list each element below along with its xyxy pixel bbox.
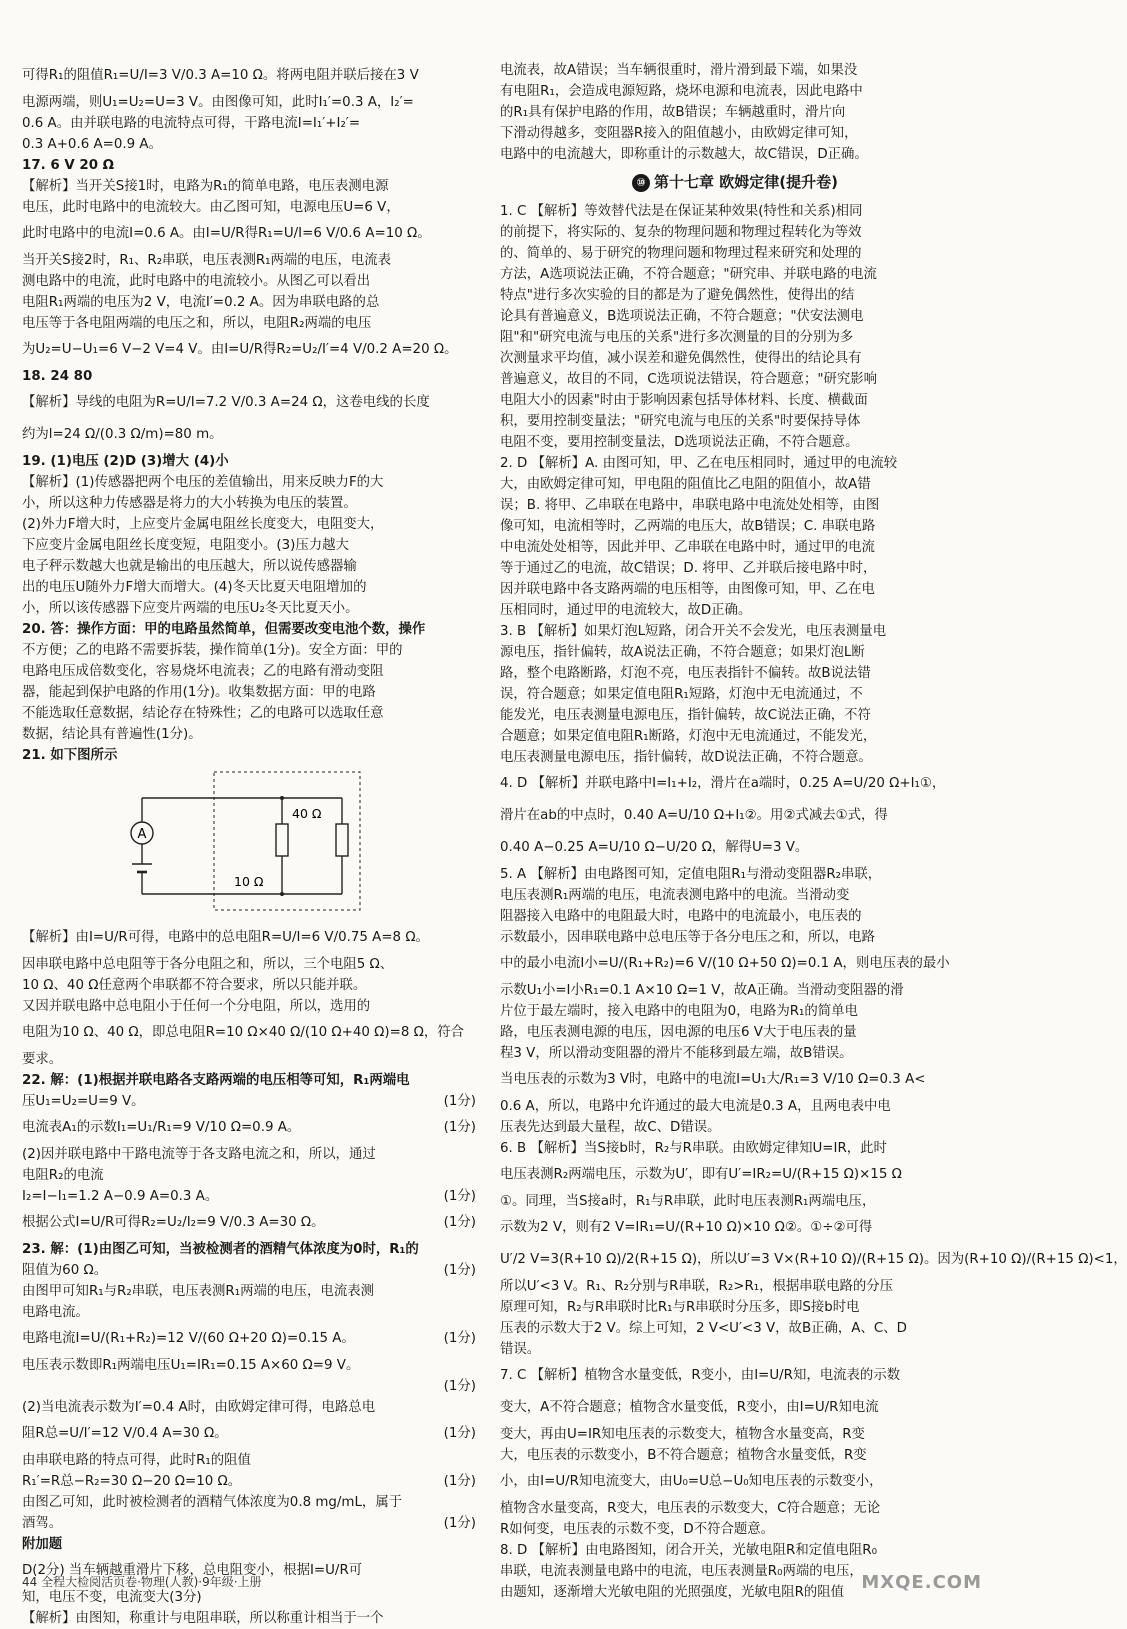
line-text: 压U₁=U₂=U=9 V。: [22, 1094, 145, 1109]
text-line: [22, 922, 482, 954]
text-line: [500, 1360, 970, 1392]
ammeter-label: A: [137, 827, 147, 842]
text-line: [500, 621, 970, 642]
line-text: 5. A 【解析】由电路图可知，定值电阻R₁与滑动变阻器R₂串联，: [500, 867, 882, 882]
text-line: [500, 1466, 970, 1498]
line-text: 器，能起到保护电路的作用(1分)。收集数据方面：甲的电路: [22, 685, 376, 700]
line-text: 8. D 【解析】由电路图知，闭合开关，光敏电阻R和定值电阻R₀: [500, 1543, 877, 1558]
text-line: [22, 1186, 482, 1207]
chapter-title: 第十七章 欧姆定律(提升卷): [654, 173, 838, 191]
text-line: [22, 1260, 482, 1281]
text-line: [500, 432, 970, 453]
text-line: [22, 1534, 482, 1555]
circuit-svg: [132, 768, 372, 916]
line-text: 电阻为10 Ω、40 Ω，即总电阻R=10 Ω×40 Ω/(10 Ω+40 Ω)=8 Ω，符合: [22, 1025, 465, 1040]
text-line: [500, 537, 970, 558]
text-line: [22, 556, 482, 577]
line-text: 附加题: [22, 1537, 63, 1552]
text-line: [500, 81, 970, 102]
text-line: [500, 495, 970, 516]
line-text: (2)当电流表示数为I′=0.4 A时，由欧姆定律可得，电路总电: [22, 1400, 376, 1415]
chapter-heading: [500, 167, 970, 197]
text-line: [22, 1397, 482, 1418]
text-line: [500, 348, 970, 369]
text-line: [22, 954, 482, 975]
line-text: 7. C 【解析】植物含水量变低，R变小，由I=U/R知，电流表的示数: [500, 1368, 901, 1383]
line-text: (2)因并联电路中干路电流等于各支路电流之和，所以，通过: [22, 1147, 376, 1162]
score-mark: (1分): [443, 1094, 476, 1109]
text-line: [500, 1276, 970, 1297]
line-text: R₁′=R总−R₂=30 Ω−20 Ω=10 Ω。: [22, 1474, 242, 1489]
text-line: [22, 1323, 482, 1355]
text-line: [22, 1418, 482, 1450]
line-text: 阻R总=U/I′=12 V/0.4 A=30 Ω。: [22, 1426, 228, 1441]
line-text: 压相同时，通过甲的电流较大，故D正确。: [500, 603, 752, 618]
line-text: 10 Ω、40 Ω任意两个串联都不符合要求，所以只能并联。: [22, 978, 367, 993]
text-line: [22, 176, 482, 197]
line-text: 电阻R₂的电流: [22, 1168, 104, 1183]
text-line: [500, 579, 970, 600]
text-line: [500, 1043, 970, 1064]
line-text: 的R₁具有保护电路的作用，故B错误；车辆越重时，滑片向: [500, 105, 846, 120]
line-text: 酒驾。: [22, 1516, 63, 1531]
line-text: 大，由欧姆定律可知，甲电阻的阻值比乙电阻的阻值小，故A错: [500, 477, 871, 492]
text-line: [500, 243, 970, 264]
line-text: 4. D 【解析】并联电路中I=I₁+I₂，滑片在a端时，0.25 A=U/20 Ω+I₁①，: [500, 776, 946, 791]
text-line: [500, 222, 970, 243]
text-line: [22, 996, 482, 1017]
text-line: [500, 1138, 970, 1159]
text-line: [500, 948, 970, 980]
text-line: [22, 1450, 482, 1471]
line-text: 电路电压成倍数变化，容易烧坏电流表；乙的电路有滑动变阻: [22, 664, 384, 679]
line-text: 电流表，故A错误；当车辆很重时，滑片滑到最下端，如果没: [500, 63, 858, 78]
text-line: [22, 703, 482, 724]
score-mark: (1分): [443, 1516, 476, 1531]
line-text: D(2分) 当车辆越重滑片下移，总电阻变小，根据I=U/R可: [22, 1563, 363, 1578]
circuit-diagram: [22, 768, 482, 916]
text-line: [500, 906, 970, 927]
line-text: 数据，结论具有普遍性(1分)。: [22, 727, 202, 742]
line-text: 阻器接入电路中的电阻最大时，电路中的电流最小，电压表的: [500, 909, 862, 924]
line-text: 小，所以该传感器下应变片两端的电压U₂冬天比夏天小。: [22, 601, 359, 616]
text-line: [22, 1049, 482, 1070]
text-line: [22, 619, 482, 640]
text-line: [500, 705, 970, 726]
line-text: 18. 24 80: [22, 369, 93, 384]
text-line: [22, 661, 482, 682]
line-text: 由图乙可知，此时被检测者的酒精气体浓度为0.8 mg/mL，属于: [22, 1495, 403, 1510]
text-line: [500, 768, 970, 800]
line-text: 由图甲可知R₁与R₂串联，电压表测R₁两端的电压，电流表测: [22, 1284, 374, 1299]
text-line: [22, 535, 482, 556]
line-text: 电阻R₁两端的电压为2 V，电流I′=0.2 A。因为串联电路的总: [22, 295, 380, 310]
line-text: 23. 解：(1)由图乙可知，当被检测者的酒精气体浓度为0时，R₁的: [22, 1242, 419, 1257]
text-line: [500, 1244, 1127, 1276]
score-mark: (1分): [443, 1474, 476, 1489]
text-line: [500, 600, 970, 621]
text-line: [22, 92, 482, 113]
line-text: 电阻不变，要用控制变量法，D选项说法正确，不符合题意。: [500, 435, 859, 450]
line-text: 等于通过乙的电流，故C错误；D. 将甲、乙并联后接电路中时，: [500, 561, 877, 576]
line-text: 为U₂=U−U₁=6 V−2 V=4 V。由I=U/R得R₂=U₂/I′=4 V/0.2 A=20 Ω。: [22, 342, 458, 357]
line-text: 2. D 【解析】A. 由图可知，甲、乙在电压相同时，通过甲的电流较: [500, 456, 898, 471]
line-text: 阻"和"研究电流与电压的关系"进行多次测量的目的分别为多: [500, 330, 854, 345]
line-text: 植物含水量变高，R变大，电压表的示数变大，C符合题意；无论: [500, 1501, 881, 1516]
line-text: 中的最小电流I小=U/(R₁+R₂)=6 V/(10 Ω+50 Ω)=0.1 A，则电压表的最小: [500, 956, 950, 971]
text-line: [22, 155, 482, 176]
line-text: 示数为2 V，则有2 V=IR₁=U/(R+10 Ω)×10 Ω②。①÷②可得: [500, 1220, 873, 1235]
line-text: 电子秤示数越大也就是输出的电压越大，所以说传感器输: [22, 559, 357, 574]
text-line: [22, 1239, 482, 1260]
text-line: [500, 144, 970, 165]
text-line: [22, 313, 482, 334]
text-line: [500, 369, 970, 390]
resistor-40-label: 40 Ω: [292, 806, 322, 821]
text-line: [22, 1070, 482, 1091]
text-line: [500, 102, 970, 123]
text-line: [22, 197, 482, 218]
text-line: [22, 1281, 482, 1302]
text-line: [500, 60, 970, 81]
line-text: 由题知，逐渐增大光敏电阻的光照强度，光敏电阻R的阻值: [500, 1585, 845, 1600]
line-text: 论具有普遍意义，B选项说法正确，不符合题意；"伏安法测电: [500, 309, 864, 324]
line-text: 电压等于各电阻两端的电压之和，所以，电阻R₂两端的电压: [22, 316, 372, 331]
text-line: [500, 1212, 970, 1244]
text-line: [500, 285, 970, 306]
text-line: [500, 642, 970, 663]
site-watermark: MXQE.COM: [861, 1572, 982, 1593]
text-line: [500, 1339, 970, 1360]
text-line: [500, 1540, 970, 1561]
text-line: [500, 327, 970, 348]
line-text: 可得R₁的阻值R₁=U/I=3 V/0.3 A=10 Ω。将两电阻并联后接在3 V: [22, 68, 419, 83]
line-text: 变大，再由U=IR知电压表的示数变大，植物含水量变高，R变: [500, 1427, 865, 1442]
line-text: 6. B 【解析】当S接b时，R₂与R串联。由欧姆定律知U=IR，此时: [500, 1141, 887, 1156]
text-line: [22, 113, 482, 134]
text-line: [500, 1424, 970, 1445]
line-text: (2)外力F增大时，上应变片金属电阻丝长度变大，电阻变大，: [22, 517, 384, 532]
line-text: 变大，A不符合题意；植物含水量变低，R变小，由I=U/R知电流: [500, 1400, 879, 1415]
score-mark: (1分): [443, 1215, 476, 1230]
line-text: 由串联电路的特点可得，此时R₁的阻值: [22, 1453, 251, 1468]
line-text: 根据公式I=U/R可得R₂=U₂/I₂=9 V/0.3 A=30 Ω。: [22, 1215, 325, 1230]
line-text: 电路电流。: [22, 1305, 89, 1320]
line-text: 示数U₁小=I小R₁=0.1 A×10 Ω=1 V，故A正确。当滑动变阻器的滑: [500, 983, 904, 998]
line-text: 误；B. 将甲、乙串联在电路中，串联电路中电流处处相等，由图: [500, 498, 880, 513]
text-line: [500, 558, 970, 579]
text-line: [500, 663, 970, 684]
text-line: [22, 1207, 482, 1239]
score-mark: (1分): [443, 1263, 476, 1278]
text-line: [22, 1471, 482, 1492]
line-text: 1. C 【解析】等效替代法是在保证某种效果(特性和关系)相同: [500, 204, 863, 219]
text-line: [500, 1297, 970, 1318]
line-text: 电压表测R₂两端电压，示数为U′，即有U′=IR₂=U/(R+15 Ω)×15 Ω: [500, 1167, 902, 1182]
line-text: 【解析】导线的电阻为R=U/I=7.2 V/0.3 A=24 Ω，这卷电线的长度: [22, 395, 430, 410]
line-text: 普遍意义，故目的不同，C选项说法错误，符合题意；"研究影响: [500, 372, 878, 387]
line-text: 因串联电路中总电阻等于各分电阻之和，所以，三个电阻5 Ω、: [22, 957, 394, 972]
text-line: [22, 682, 482, 703]
text-line: [500, 1001, 970, 1022]
resistor-10-icon: [276, 824, 288, 856]
line-text: 错误。: [500, 1342, 541, 1357]
line-text: 误，符合题意；如果定值电阻R₁短路，灯泡中无电流通过，不: [500, 687, 863, 702]
resistor-40-icon: [336, 824, 348, 856]
line-text: 约为l=24 Ω/(0.3 Ω/m)=80 m。: [22, 427, 223, 442]
text-line: [22, 1302, 482, 1323]
text-line: [22, 250, 482, 271]
line-text: 19. (1)电压 (2)D (3)增大 (4)小: [22, 454, 229, 469]
text-line: [22, 1376, 482, 1397]
text-line: [500, 453, 970, 474]
text-line: [22, 271, 482, 292]
line-text: 17. 6 V 20 Ω: [22, 158, 115, 173]
text-line: [22, 493, 482, 514]
page-footer: 44 全程大检阅活页卷·物理(人教)·9年级·上册: [22, 1575, 262, 1589]
text-line: [22, 975, 482, 996]
line-text: 所以U′<3 V。R₁、R₂分别与R串联，R₂>R₁，根据串联电路的分压: [500, 1279, 894, 1294]
line-text: 滑片在ab的中点时，0.40 A=U/10 Ω+I₁②。用②式减去①式，得: [500, 808, 888, 823]
text-line: [500, 1096, 970, 1117]
line-text: 示数最小，因串联电路中总电压等于各分电压之和，所以，电路: [500, 930, 875, 945]
line-text: 电流表A₁的示数I₁=U₁/R₁=9 V/10 Ω=0.9 A。: [22, 1120, 301, 1135]
line-text: 不能选取任意数据，结论存在特殊性；乙的电路可以选取任意: [22, 706, 384, 721]
line-text: 下滑动得越多，变阻器R接入的阻值越小，由欧姆定律可知，: [500, 126, 858, 141]
line-text: 电压，此时电路中的电流较大。由乙图可知，电源电压U=6 V，: [22, 200, 400, 215]
line-text: 源电压，指针偏转，故A说法正确，不符合题意；如果灯泡L断: [500, 645, 865, 660]
line-text: 不方便；乙的电路不需要拆装，操作简单(1分)。安全方面：甲的: [22, 643, 403, 658]
score-mark: (1分): [443, 1331, 476, 1346]
text-line: [500, 1318, 970, 1339]
line-text: 方法，A选项说法正确，不符合题意；"研究串、并联电路的电流: [500, 267, 877, 282]
score-mark: (1分): [443, 1189, 476, 1204]
line-text: 0.40 A−0.25 A=U/10 Ω−U/20 Ω，解得U=3 V。: [500, 840, 809, 855]
line-text: 串联，电流表测量电路中的电流，电压表测量R₀两端的电压，: [500, 1564, 863, 1579]
line-text: 0.6 A。由并联电路的电流特点可得，干路电流I=I₁′+I₂′=: [22, 116, 361, 131]
resistor-10-label: 10 Ω: [234, 874, 264, 889]
text-line: [500, 864, 970, 885]
text-line: [500, 1117, 970, 1138]
text-line: [22, 134, 482, 155]
line-text: 大，电压表的示数变小，B不符合题意；植物含水量变低，R变: [500, 1448, 867, 1463]
line-text: 电源两端，则U₁=U₂=U=3 V。由图像可知，此时I₁′=0.3 A，I₂′=: [22, 95, 414, 110]
line-text: U′/2 V=3(R+10 Ω)/2(R+15 Ω)，所以U′=3 V×(R+10 Ω)/(R+15 Ω)。因为(R+10 Ω)/(R+15 Ω)<1，: [500, 1252, 1127, 1267]
text-line: [22, 1492, 482, 1513]
text-line: [22, 387, 482, 419]
text-line: [500, 411, 970, 432]
line-text: R如何变，电压表的示数不变，D不符合题意。: [500, 1522, 775, 1537]
line-text: 当开关S接2时，R₁、R₂串联，电压表测R₁两端的电压，电流表: [22, 253, 392, 268]
line-text: 电压表测量电源电压，指针偏转，故D说法正确，不符合题意。: [500, 750, 872, 765]
text-line: [22, 292, 482, 313]
line-text: 中电流处处相等，因此并甲、乙串联在电路中时，通过甲的电流: [500, 540, 875, 555]
line-text: 【解析】由I=U/R可得，电路中的总电阻R=U/I=6 V/0.75 A=8 Ω。: [22, 930, 429, 945]
text-line: [22, 1355, 482, 1376]
line-text: 压表先达到最大量程，故C、D错误。: [500, 1120, 721, 1135]
line-text: 此时电路中的电流I=0.6 A。由I=U/R得R₁=U/I=6 V/0.6 A=10 Ω。: [22, 226, 431, 241]
text-line: [22, 1513, 482, 1534]
text-line: [22, 1017, 482, 1049]
text-line: [22, 1608, 482, 1629]
line-text: 下应变片金属电阻丝长度变短，电阻变小。(3)压力越大: [22, 538, 349, 553]
text-line: [22, 334, 482, 366]
line-text: 特点"进行多次实验的目的都是为了避免偶然性，使得出的结: [500, 288, 855, 303]
line-text: 21. 如下图所示: [22, 748, 118, 763]
text-line: [500, 1498, 970, 1519]
line-text: 的、简单的、易于研究的物理问题和物理过程来研究和处理的: [500, 246, 862, 261]
text-line: [22, 366, 482, 387]
text-line: [500, 1022, 970, 1043]
line-text: 小，由I=U/R知电流变大，由U₀=U总−U₀知电压表的示数变小，: [500, 1474, 883, 1489]
line-text: 压表的示数大于2 V。综上可知，2 V<U′<3 V，故B正确，A、C、D: [500, 1321, 907, 1336]
line-text: 又因并联电路中总电阻小于任何一个分电阻，所以，选用的: [22, 999, 371, 1014]
score-mark: (1分): [443, 1379, 476, 1394]
line-text: 有电阻R₁，会造成电源短路，烧坏电源和电流表，因此电路中: [500, 84, 863, 99]
line-text: 积，要用控制变量法；"研究电流与电压的关系"时要保持导体: [500, 414, 861, 429]
text-line: [22, 640, 482, 661]
line-text: 路，整个电路断路，灯泡不亮，电压表指针不偏转。故B说法错: [500, 666, 871, 681]
text-line: [500, 980, 970, 1001]
line-text: 测电路中的电流，此时电路中的电流较小。从图乙可以看出: [22, 274, 371, 289]
text-line: [500, 726, 970, 747]
line-text: 3. B 【解析】如果灯泡L短路，闭合开关不会发光，电压表测量电: [500, 624, 887, 639]
line-text: 原理可知，R₂与R串联时比R₁与R串联时分压多，即S接b时电: [500, 1300, 860, 1315]
line-text: 0.3 A+0.6 A=0.9 A。: [22, 137, 162, 152]
line-text: 程3 V，所以滑动变阻器的滑片不能移到最左端，故B错误。: [500, 1046, 853, 1061]
text-line: [22, 514, 482, 535]
text-line: [500, 201, 970, 222]
line-text: 像可知，电流相等时，乙两端的电压大，故B错误；C. 串联电路: [500, 519, 876, 534]
text-line: [22, 1112, 482, 1144]
line-text: ①。同理，当S接a时，R₁与R串联，此时电压表测R₁两端电压，: [500, 1194, 876, 1209]
line-text: I₂=I−I₁=1.2 A−0.9 A=0.3 A。: [22, 1189, 219, 1204]
line-text: 22. 解：(1)根据并联电路各支路两端的电压相等可知，R₁两端电: [22, 1073, 410, 1088]
text-line: [22, 472, 482, 493]
text-line: [22, 1165, 482, 1186]
text-line: [500, 264, 970, 285]
text-line: [500, 1519, 970, 1540]
line-text: 电压表测R₁两端的电压，电流表测电路中的电流。当滑动变: [500, 888, 850, 903]
line-text: 电路中的电流越大，即称重计的示数越大，故C错误，D正确。: [500, 147, 868, 162]
text-line: [500, 684, 970, 705]
text-line: [500, 927, 970, 948]
text-line: [22, 451, 482, 472]
text-line: [500, 516, 970, 537]
line-text: 【解析】由图知，称重计与电阻串联，所以称重计相当于一个: [22, 1611, 384, 1626]
score-mark: (1分): [443, 1426, 476, 1441]
line-text: 【解析】(1)传感器把两个电压的差值输出，用来反映力F的大: [22, 475, 384, 490]
line-text: 当电压表的示数为3 V时，电路中的电流I=U₁大/R₁=3 V/10 Ω=0.3 A<: [500, 1072, 926, 1087]
line-text: 次测量求平均值，减小误差和避免偶然性，使得出的结论具有: [500, 351, 862, 366]
line-text: 因并联电路中各支路两端的电压相等，由图像可知，甲、乙在电: [500, 582, 875, 597]
text-line: [500, 390, 970, 411]
text-line: [500, 747, 970, 768]
line-text: 电阻大小的因素"时由于影响因素包括导体材料、长度、横截面: [500, 393, 868, 408]
text-line: [500, 306, 970, 327]
line-text: 片位于最左端时，接入电路中的电阻为0，电路为R₁的简单电: [500, 1004, 858, 1019]
text-line: [500, 1445, 970, 1466]
text-line: [22, 577, 482, 598]
text-line: [22, 724, 482, 745]
line-text: 电路电流I=U/(R₁+R₂)=12 V/(60 Ω+20 Ω)=0.15 A。: [22, 1331, 355, 1346]
text-line: [22, 598, 482, 619]
text-line: [22, 419, 482, 451]
text-line: [22, 1144, 482, 1165]
text-line: [500, 1191, 970, 1212]
text-line: [500, 832, 970, 864]
line-text: 知，电压不变，电流变大(3分): [22, 1590, 202, 1605]
text-line: [22, 218, 482, 250]
line-text: 出的电压U随外力F增大而增大。(4)冬天比夏天电阻增加的: [22, 580, 367, 595]
score-mark: (1分): [443, 1120, 476, 1135]
text-line: [500, 474, 970, 495]
line-text: 要求。: [22, 1052, 63, 1067]
line-text: 小，所以这种力传感器是将力的大小转换为电压的装置。: [22, 496, 357, 511]
text-line: [500, 1392, 970, 1424]
text-line: [22, 1091, 482, 1112]
text-line: [22, 60, 482, 92]
line-text: 的前提下，将实际的、复杂的物理问题和物理过程转化为等效: [500, 225, 862, 240]
line-text: 【解析】当开关S接1时，电路为R₁的简单电路，电压表测电源: [22, 179, 389, 194]
text-line: [500, 1064, 970, 1096]
text-line: [500, 800, 970, 832]
text-line: [22, 745, 482, 766]
text-line: [500, 1159, 970, 1191]
text-line: [500, 885, 970, 906]
chapter-number-badge: ⑩: [632, 174, 650, 192]
line-text: 0.6 A，所以，电路中允许通过的最大电流是0.3 A，且两电表中电: [500, 1099, 891, 1114]
line-text: 合题意；如果定值电阻R₁断路，灯泡中无电流通过，不能发光，: [500, 729, 877, 744]
line-text: 阻值为60 Ω。: [22, 1263, 108, 1278]
line-text: 20. 答：操作方面：甲的电路虽然简单，但需要改变电池个数，操作: [22, 622, 426, 637]
line-text: 电压表示数即R₁两端电压U₁=IR₁=0.15 A×60 Ω=9 V。: [22, 1358, 360, 1373]
line-text: 路，电压表测电源的电压，因电源的电压6 V大于电压表的量: [500, 1025, 857, 1040]
text-line: [500, 123, 970, 144]
line-text: 能发光，电压表测量电源电压，指针偏转，故C说法正确，不符: [500, 708, 871, 723]
